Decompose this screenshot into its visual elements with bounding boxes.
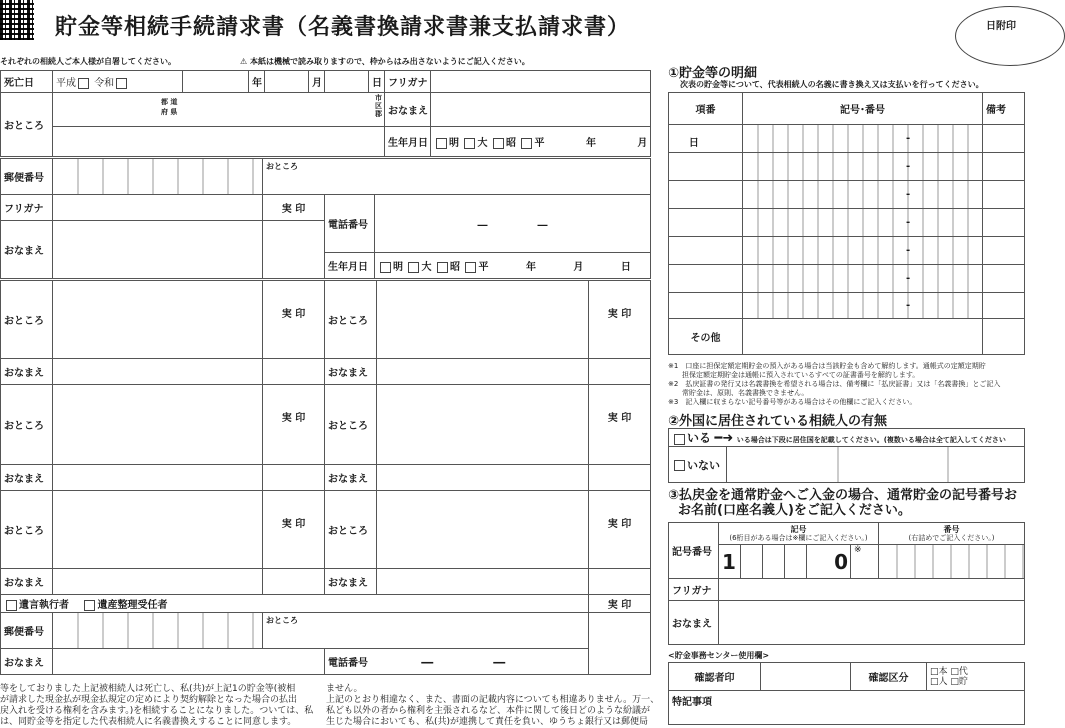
- birth-day-label: 日: [688, 138, 699, 149]
- symbol-digit-4[interactable]: [785, 545, 807, 579]
- row-7-note[interactable]: [983, 293, 1025, 319]
- rep-birth-year-label: 年: [525, 262, 536, 273]
- birth-era-heisei: 平: [534, 138, 545, 149]
- executor-postal-field[interactable]: [53, 613, 263, 649]
- declaration-mid: [326, 684, 659, 728]
- rep-heir-table: [0, 158, 651, 279]
- center-use-table: [668, 662, 1025, 725]
- instruction-self-sign: それぞれの相続人ご本人様が自署してください。: [0, 57, 176, 66]
- executor-name-label: おなまえ: [1, 649, 53, 675]
- row-3-number[interactable]: -: [743, 181, 983, 209]
- month-label: 月: [309, 71, 325, 93]
- row-5-note[interactable]: [983, 237, 1025, 265]
- rep-birth-era-heisei: 平: [478, 262, 489, 273]
- heir-5-name-field[interactable]: [53, 569, 263, 595]
- row-6-note[interactable]: [983, 265, 1025, 293]
- page-title: 貯金等相続手続請求書（名義書換請求書兼支払請求書）: [55, 15, 631, 40]
- foreign-no-label: いない: [687, 458, 720, 472]
- heir-1-address-field[interactable]: [53, 281, 263, 359]
- account-number-label: 記号番号: [669, 523, 719, 579]
- declaration-mid-line-3: 私ども以外の者から権利を主張されるなど、本件に関して後日どのような紛議が: [326, 706, 651, 716]
- heir-2-address-field[interactable]: [377, 281, 589, 359]
- birth-heisei-checkbox[interactable]: [521, 138, 532, 149]
- rep-name-field[interactable]: [53, 221, 263, 279]
- heir-5-seal-field[interactable]: [263, 569, 325, 595]
- heir-1-name-field[interactable]: [53, 359, 263, 385]
- row-4-number[interactable]: -: [743, 209, 983, 237]
- rep-birth-taisho-checkbox[interactable]: [408, 262, 419, 273]
- confirm-option-2: □人 □貯: [930, 676, 968, 687]
- executor-name-field[interactable]: [53, 649, 325, 675]
- note-1b: 担保定額定期貯金は通帳に預入されているすべての証書番号を解約します。: [668, 371, 920, 379]
- account-furigana-label: フリガナ: [669, 579, 719, 601]
- declaration-left-line-4: は、同貯金等を指定した代表相続人に名義書換えすることに同意します。: [0, 717, 297, 727]
- rep-birth-label: 生年月日: [325, 253, 375, 279]
- instruction-machine-read: ⚠ 本紙は機械で読み取りますので、枠からはみ出さないようにご記入ください。: [240, 57, 530, 66]
- birth-era-showa: 昭: [505, 138, 516, 149]
- rep-address-field[interactable]: [263, 159, 651, 195]
- heir-5-seal-label: 実 印: [263, 491, 325, 569]
- heir-3-name-label: おなまえ: [1, 465, 53, 491]
- heir-6-address-label: おところ: [325, 491, 377, 569]
- rep-birth-era-meiji: 明: [393, 262, 403, 273]
- confirm-type-label: 確認区分: [851, 663, 927, 691]
- death-date-label: 死亡日: [1, 71, 53, 93]
- section1-notes: [668, 362, 1000, 407]
- row-2-note[interactable]: [983, 153, 1025, 181]
- foreign-no-cell[interactable]: [669, 447, 727, 483]
- heir-6-seal-label: 実 印: [589, 491, 651, 569]
- row-6-number[interactable]: -: [743, 265, 983, 293]
- death-year-field[interactable]: [183, 71, 249, 93]
- foreign-country-field[interactable]: [727, 447, 1025, 483]
- era-heisei-checkbox[interactable]: [78, 78, 89, 89]
- symbol-note: (6桁目がある場合は※欄にご記入ください。): [729, 533, 868, 542]
- note-2: ※2 払戻証書の発行又は名義書換を希望される場合は、備考欄に「払戻証書」又は「名義書換」とご記入: [668, 380, 1001, 388]
- account-name-label: おなまえ: [669, 601, 719, 645]
- account-number-field[interactable]: [879, 545, 1025, 579]
- number-header: [879, 523, 1025, 545]
- row-2-number[interactable]: -: [743, 153, 983, 181]
- heir-2-seal-label: 実 印: [589, 281, 651, 359]
- death-era-field[interactable]: [53, 71, 183, 93]
- confirm-seal-label: 確認者印: [669, 663, 761, 691]
- col-item-header: 項番: [669, 93, 743, 125]
- heir-5-name-label: おなまえ: [1, 569, 53, 595]
- heir-4-address-label: おところ: [325, 385, 377, 465]
- foreign-yes-row[interactable]: [669, 429, 1025, 447]
- birth-year-label: 年: [585, 138, 596, 149]
- heir-6-name-label: おなまえ: [325, 569, 377, 595]
- date-stamp-label: 日附印: [986, 21, 1016, 32]
- rep-postal-label: 郵便番号: [1, 159, 53, 195]
- executor-phone-label: 電話番号: [328, 658, 368, 669]
- declaration-mid-line-2: 上記のとおり相違なく、また、書面の記載内容についても相違ありません。万一、: [326, 695, 660, 705]
- number-label: 番号: [943, 524, 960, 534]
- heir-3-seal-label: 実 印: [263, 385, 325, 465]
- deceased-name-field[interactable]: [431, 93, 651, 127]
- deceased-furigana-field[interactable]: [431, 71, 651, 93]
- heir-2-name-label: おなまえ: [325, 359, 377, 385]
- heir-2-name-field[interactable]: [377, 359, 589, 385]
- executor-address-label: おところ: [266, 616, 298, 625]
- rep-phone-field[interactable]: ― ―: [375, 195, 651, 253]
- foreign-no-checkbox[interactable]: [674, 460, 685, 471]
- symbol-digit-2[interactable]: [741, 545, 763, 579]
- row-3-note[interactable]: [983, 181, 1025, 209]
- birth-era-meiji: 明: [449, 138, 459, 149]
- heir-1-seal-field[interactable]: [263, 359, 325, 385]
- declaration-left: [0, 684, 313, 728]
- rep-birth-era-taisho: 大: [421, 262, 432, 273]
- note-2b: 常貯金は、原則、名義書換できません。: [668, 389, 809, 397]
- note-3: ※3 記入欄に収まらない記号番号等がある場合はその他欄にご記入ください。: [668, 398, 917, 406]
- foreign-yes-checkbox[interactable]: [674, 434, 685, 445]
- heir-3-name-field[interactable]: [53, 465, 263, 491]
- era-reiwa-checkbox[interactable]: [116, 78, 127, 89]
- prefecture-label: 都 道 府 県: [161, 98, 178, 116]
- heir-3-seal-field[interactable]: [263, 465, 325, 491]
- foreign-residence-table: [668, 428, 1025, 483]
- heir-4-address-field[interactable]: [377, 385, 589, 465]
- era-reiwa: 令和: [94, 78, 115, 89]
- rep-address-label: おところ: [266, 162, 298, 171]
- heir-6-seal-field[interactable]: [589, 569, 651, 595]
- row-4-item[interactable]: [669, 209, 743, 237]
- account-name-field[interactable]: [719, 601, 1025, 645]
- symbol-digit-3[interactable]: [763, 545, 785, 579]
- death-day-field[interactable]: [325, 71, 369, 93]
- row-3-item[interactable]: [669, 181, 743, 209]
- account-furigana-field[interactable]: [719, 579, 1025, 601]
- birth-meiji-checkbox[interactable]: [436, 138, 447, 149]
- deceased-address-field[interactable]: [53, 93, 385, 127]
- heir-5-address-field[interactable]: [53, 491, 263, 569]
- rep-birth-showa-checkbox[interactable]: [437, 262, 448, 273]
- foreign-yes-note: いる場合は下段に居住国を記載してください。(複数いる場合は全て記入してください: [736, 436, 1006, 444]
- heir-6-address-field[interactable]: [377, 491, 589, 569]
- estate-trustee-label: 遺産整理受任者: [97, 600, 168, 611]
- heir-2-seal-field[interactable]: [589, 359, 651, 385]
- heir-4-seal-label: 実 印: [589, 385, 651, 465]
- confirm-seal-field[interactable]: [761, 663, 851, 691]
- heir-1-seal-label: 実 印: [263, 281, 325, 359]
- row-1-item[interactable]: [669, 125, 743, 153]
- heir-3-address-field[interactable]: [53, 385, 263, 465]
- section1-title: ①貯金等の明細: [668, 66, 758, 81]
- estate-trustee-checkbox[interactable]: [84, 600, 95, 611]
- declaration-left-line-2: が請求した現金払が現金払規定の定めにより契約解除となった場合の払出: [0, 695, 298, 705]
- row-7-number[interactable]: -: [743, 293, 983, 319]
- executor-checkbox[interactable]: [6, 600, 17, 611]
- symbol-digit-1[interactable]: 1: [719, 545, 741, 579]
- rep-birth-day-label: 日: [620, 262, 631, 273]
- executor-phone-field[interactable]: 電話番号 ― ―: [325, 649, 589, 675]
- date-stamp-box: [955, 6, 1065, 66]
- rep-furigana-label: フリガナ: [1, 195, 53, 221]
- heir-2-address-label: おところ: [325, 281, 377, 359]
- row-5-number[interactable]: -: [743, 237, 983, 265]
- declaration-mid-line-1: ません。: [326, 684, 363, 694]
- row-1-number[interactable]: -: [743, 125, 983, 153]
- rep-name-label: おなまえ: [1, 221, 53, 279]
- rep-seal-field[interactable]: [263, 221, 325, 279]
- row-2-item[interactable]: [669, 153, 743, 181]
- birth-showa-checkbox[interactable]: [493, 138, 504, 149]
- section2-title: ②外国に居住されている相続人の有無: [668, 414, 888, 429]
- heir-4-seal-field[interactable]: [589, 465, 651, 491]
- rep-birth-month-label: 月: [573, 262, 584, 273]
- rep-phone-label: 電話番号: [325, 195, 375, 253]
- rep-postal-field[interactable]: [53, 159, 263, 195]
- executor-table: [0, 594, 651, 675]
- col-note-header: 備考: [983, 93, 1025, 125]
- rep-birth-era-showa: 昭: [449, 262, 460, 273]
- deceased-name-label: おなまえ: [385, 93, 431, 127]
- center-use-title: <貯金事務センター使用欄>: [668, 651, 770, 660]
- confirm-type-options[interactable]: [927, 663, 1025, 691]
- deceased-birth-field[interactable]: [431, 127, 699, 157]
- rep-birth-field[interactable]: [375, 253, 651, 279]
- other-label: その他: [669, 319, 743, 355]
- note-1: ※1 口座に担保定額定期貯金の預入がある場合は当該貯金も含めて解約します。通帳式の定額定期貯: [668, 362, 986, 370]
- executor-option-label: 遺言執行者: [19, 600, 69, 611]
- qr-code: [0, 0, 34, 40]
- declaration-left-line-1: 等をしておりました上記被相続人は死亡し、私(共)が上記1の貯金等(被相: [0, 684, 296, 694]
- declaration-mid-line-4: 生じた場合においても、私(共)が連携して責任を負い、ゆうちょ銀行又は郵便局: [326, 717, 649, 727]
- heir-4-name-field[interactable]: [377, 465, 589, 491]
- era-heisei: 平成: [56, 78, 76, 89]
- city-label: 市 区 郡: [375, 94, 382, 118]
- day-label: 日: [369, 71, 385, 93]
- row-7-item[interactable]: [669, 293, 743, 319]
- birth-taisho-checkbox[interactable]: [464, 138, 475, 149]
- heir-6-name-field[interactable]: [377, 569, 589, 595]
- row-1-note[interactable]: [983, 125, 1025, 153]
- section3-title-line-1: ③払戻金を通常貯金へご入金の場合、通常貯金の記号番号お: [668, 488, 1018, 503]
- symbol-header: [719, 523, 879, 545]
- symbol-digit-6[interactable]: ※: [851, 545, 879, 579]
- arrow-right-icon: ━➜: [714, 431, 734, 446]
- symbol-digit-5[interactable]: 0: [807, 545, 851, 579]
- special-notes-label: 特記事項: [669, 691, 1025, 725]
- rep-birth-heisei-checkbox[interactable]: [465, 262, 476, 273]
- executor-seal-field[interactable]: [589, 613, 651, 675]
- heir-5-address-label: おところ: [1, 491, 53, 569]
- rep-furigana-field[interactable]: [53, 195, 263, 221]
- rep-birth-meiji-checkbox[interactable]: [380, 262, 391, 273]
- col-number-header: 記号･番号: [743, 93, 983, 125]
- foreign-yes-label: いる: [687, 431, 712, 445]
- confirm-option-1: □本 □代: [930, 666, 968, 677]
- number-note: (右詰めでご記入ください。): [908, 533, 995, 542]
- heirs-table: [0, 280, 651, 595]
- deceased-table: [0, 70, 699, 157]
- heir-3-address-label: おところ: [1, 385, 53, 465]
- row-6-item[interactable]: [669, 265, 743, 293]
- deceased-address-label: おところ: [1, 93, 53, 157]
- executor-options[interactable]: [1, 595, 589, 613]
- birth-era-taisho: 大: [477, 138, 488, 149]
- section1-subtitle: 次表の貯金等について、代表相続人の名義に書き換え又は支払いを行ってください。: [680, 80, 984, 89]
- other-field[interactable]: [743, 319, 983, 355]
- executor-postal-label: 郵便番号: [1, 613, 53, 649]
- deceased-furigana-label: フリガナ: [385, 71, 431, 93]
- account-table: [668, 522, 1025, 645]
- rep-seal-label: 実 印: [263, 195, 325, 221]
- heir-1-address-label: おところ: [1, 281, 53, 359]
- birth-month-label: 月: [637, 138, 648, 149]
- executor-seal-label: 実 印: [589, 595, 651, 613]
- year-label: 年: [249, 71, 265, 93]
- declaration-left-line-3: 戻入れを受ける権利を含みます。)を相続することになりました。ついては、私: [0, 706, 314, 716]
- heir-1-name-label: おなまえ: [1, 359, 53, 385]
- section3-title-line-2: お名前(口座名義人)をご記入ください。: [678, 503, 911, 518]
- row-4-note[interactable]: [983, 209, 1025, 237]
- other-note[interactable]: [983, 319, 1025, 355]
- deceased-address-field-2[interactable]: [53, 127, 385, 157]
- row-5-item[interactable]: [669, 237, 743, 265]
- executor-address-field[interactable]: [263, 613, 589, 649]
- symbol-label: 記号: [790, 524, 807, 534]
- section3-title: [668, 488, 1017, 518]
- savings-detail-table: [668, 92, 1025, 355]
- heir-4-name-label: おなまえ: [325, 465, 377, 491]
- death-month-field[interactable]: [265, 71, 309, 93]
- deceased-birth-label: 生年月日: [385, 127, 431, 157]
